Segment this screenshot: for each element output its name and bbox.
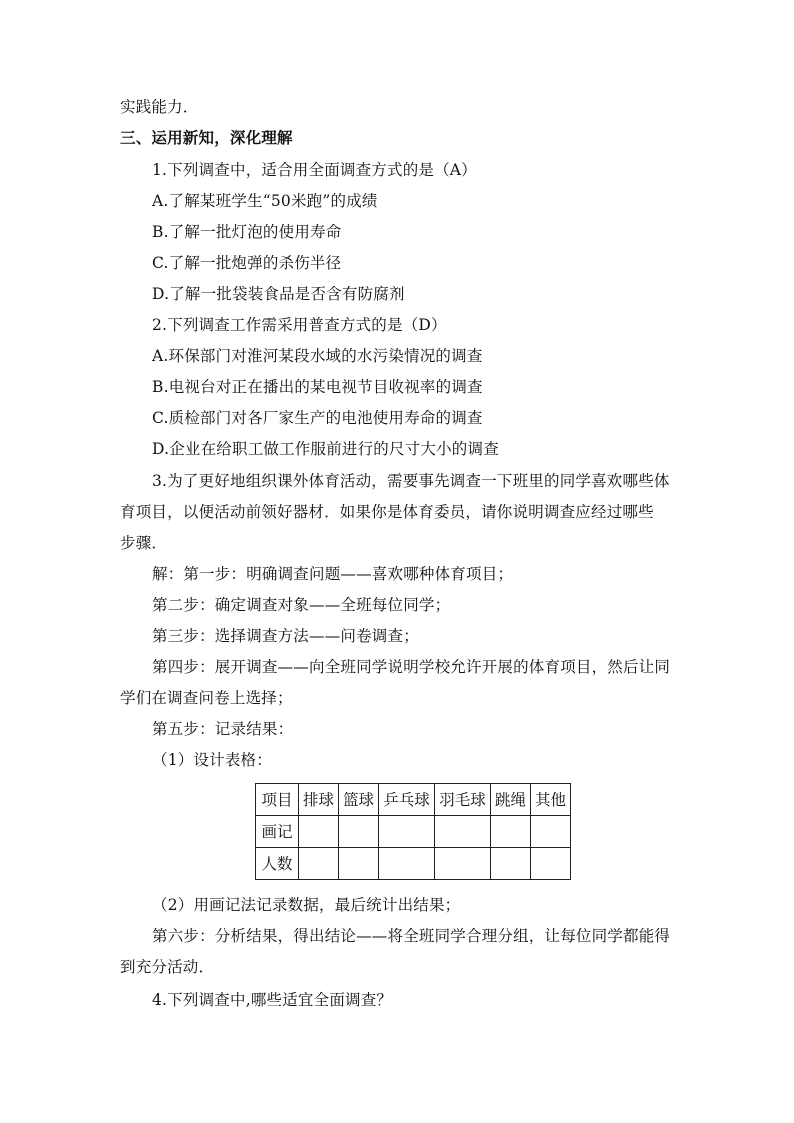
table-header-cell: 羽毛球 (435, 784, 491, 816)
solution-step-2: 第二步：确定调查对象——全班每位同学； (152, 596, 451, 614)
question-3-line-2: 育项目，以便活动前领好器材．如果你是体育委员，请你说明调查应经过哪些 (120, 503, 654, 521)
table-header-cell: 排球 (299, 784, 339, 816)
table-row (256, 816, 571, 848)
question-1-option-b: B.了解一批灯泡的使用寿命 (152, 223, 342, 241)
table-cell (491, 816, 531, 848)
solution-step-6-line-1: 第六步：分析结果，得出结论——将全班同学合理分组，让每位同学都能得 (152, 927, 671, 945)
question-3-line-3: 步骤． (120, 534, 168, 552)
table-cell (435, 816, 491, 848)
question-1-option-a: A.了解某班学生“50米跑”的成绩 (152, 192, 378, 210)
solution-step-4-line-1: 第四步：展开调查——向全班同学说明学校允许开展的体育项目，然后让同 (152, 658, 671, 676)
table-cell (379, 848, 435, 880)
table-cell (379, 816, 435, 848)
question-1-option-d: D.了解一批袋装食品是否含有防腐剂 (152, 285, 405, 303)
solution-step-1: 解：第一步：明确调查问题——喜欢哪种体育项目； (152, 565, 514, 583)
question-3-line-1: 3.为了更好地组织课外体育活动，需要事先调查一下班里的同学喜欢哪些体 (152, 472, 670, 490)
table-cell (491, 848, 531, 880)
table-header-cell: 篮球 (339, 784, 379, 816)
question-1: 1.下列调查中，适合用全面调查方式的是（A） (152, 161, 477, 179)
solution-step-4-line-2: 学们在调查问卷上选择； (120, 689, 293, 707)
question-4: 4.下列调查中,哪些适宜全面调查？ (152, 991, 393, 1009)
table-row (256, 848, 571, 880)
table-cell (435, 848, 491, 880)
tally-table (255, 783, 571, 880)
table-cell (531, 848, 571, 880)
question-1-option-c: C.了解一批炮弹的杀伤半径 (152, 254, 342, 272)
solution-step-5: 第五步：记录结果： (152, 720, 294, 738)
table-header-row (256, 784, 571, 816)
solution-step-5-sub-1: （1）设计表格： (152, 751, 272, 769)
table-cell (531, 816, 571, 848)
table-header-cell: 其他 (531, 784, 571, 816)
solution-step-5-sub-2: （2）用画记法记录数据，最后统计出结果； (152, 896, 461, 914)
table-header-cell: 跳绳 (491, 784, 531, 816)
solution-step-6-line-2: 到充分活动． (120, 958, 215, 976)
table-cell (299, 816, 339, 848)
question-2-option-a: A.环保部门对淮河某段水域的水污染情况的调查 (152, 347, 483, 365)
table-cell (339, 816, 379, 848)
question-2-option-c: C.质检部门对各厂家生产的电池使用寿命的调查 (152, 409, 483, 427)
table-header-cell: 乒乓球 (379, 784, 435, 816)
table-cell (299, 848, 339, 880)
solution-step-3: 第三步：选择调查方法——问卷调查； (152, 627, 419, 645)
question-2: 2.下列调查工作需采用普查方式的是（D） (152, 316, 447, 334)
question-2-option-d: D.企业在给职工做工作服前进行的尺寸大小的调查 (152, 440, 499, 458)
table-row-label: 人数 (256, 848, 299, 880)
table-header-cell: 项目 (256, 784, 299, 816)
table-row-label: 画记 (256, 816, 299, 848)
section-title: 三、运用新知，深化理解 (120, 128, 293, 147)
table-cell (339, 848, 379, 880)
continued-text: 实践能力． (120, 98, 199, 116)
question-2-option-b: B.电视台对正在播出的某电视节目收视率的调查 (152, 378, 483, 396)
